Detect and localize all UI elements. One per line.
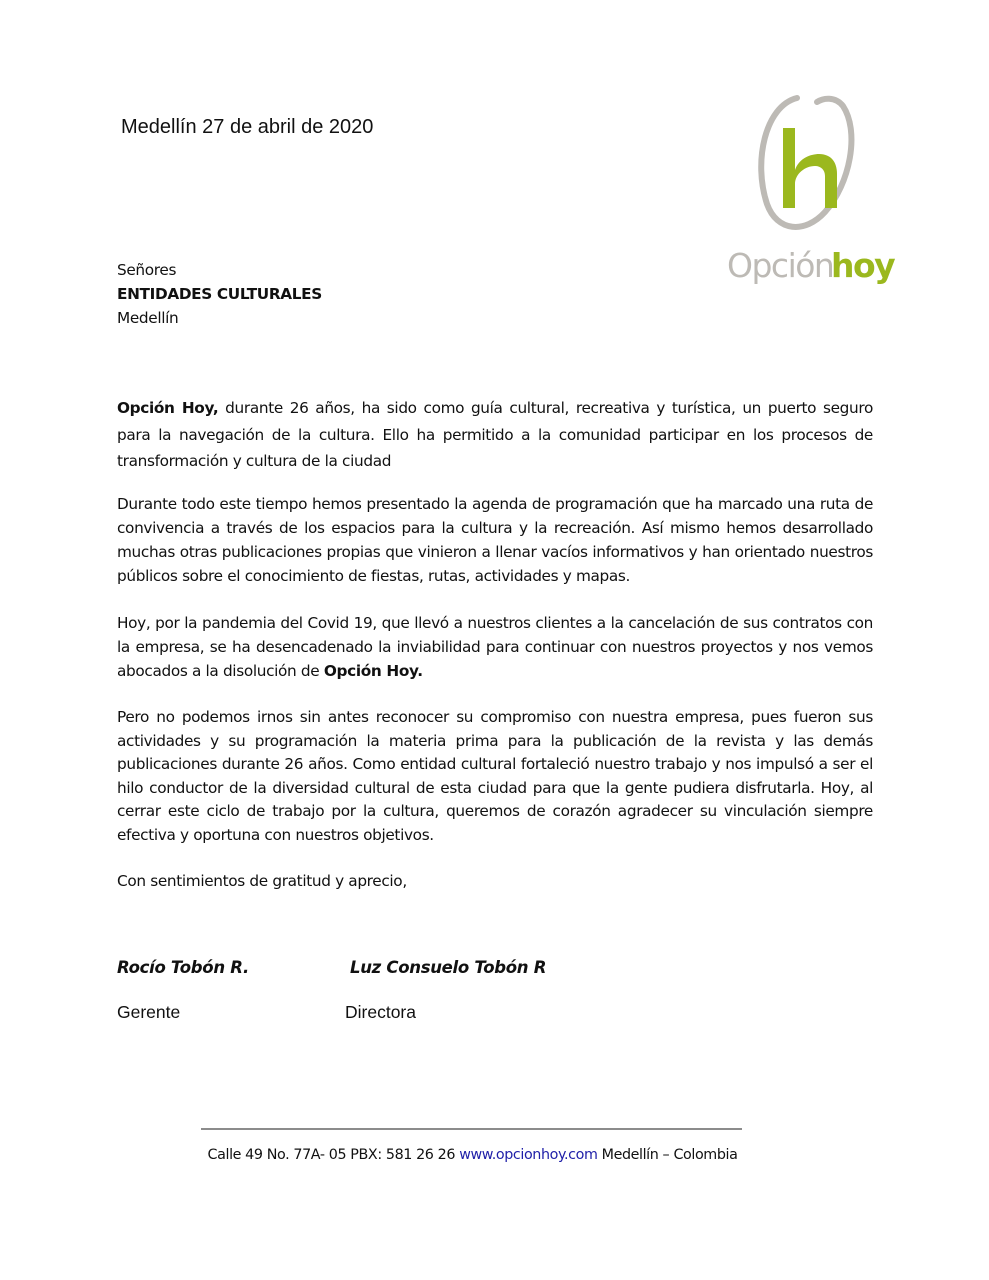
company-name-bold: Opción Hoy.: [323, 662, 423, 680]
opcionhoy-logo-icon: [725, 92, 895, 287]
opcionhoy-logo: [725, 92, 895, 287]
paragraph-3: [117, 611, 873, 683]
signature-name-2: Luz Consuelo Tobón R: [350, 958, 547, 977]
signature-name-1: Rocío Tobón R.: [117, 958, 249, 977]
signature-role-2: Directora: [345, 1002, 416, 1022]
footer-website-link[interactable]: www.opcionhoy.com: [459, 1147, 598, 1163]
paragraph-2: Durante todo este tiempo hemos presentado la agenda de programación que ha marcado una ruta de convivencia a través de los espacios para la cultura y la recreación. Así mismo hemos desarrollado muchas otras publicaciones propias que vinieron a llenar vacíos informativos y han orientado nuestros públicos sobre el conocimiento de fiestas, rutas, actividades y mapas.: [117, 495, 873, 585]
recipient-city: Medellín: [117, 309, 179, 327]
recipient-block: [117, 258, 322, 330]
signature-role-1: Gerente: [117, 1002, 181, 1022]
company-name-bold: Opción Hoy,: [117, 399, 219, 417]
logo-h: [783, 128, 837, 208]
logo-word-light: Opción: [727, 246, 834, 285]
footer-contact: [0, 1147, 945, 1163]
paragraph-1-text: durante 26 años, ha sido como guía cultural, recreativa y turística, un puerto seguro para la navegación de la cultura. Ello ha permitido a la comunidad participar en los procesos de transformación y cultura de la ciudad: [117, 399, 873, 470]
recipient-salutation: Señores: [117, 261, 177, 279]
letter-date: Medellín 27 de abril de 2020: [121, 116, 374, 138]
paragraph-3-text: Hoy, por la pandemia del Covid 19, que llevó a nuestros clientes a la cancelación de sus contratos con la empresa, se ha desencadenado la inviabilidad para continuar con nuestros proyectos y nos vemos abocados a la disolución de: [117, 614, 873, 680]
footer-city: Medellín – Colombia: [597, 1147, 738, 1163]
logo-word-bold: hoy: [831, 246, 895, 285]
paragraph-1: [117, 395, 873, 475]
footer-address: Calle 49 No. 77A- 05 PBX: 581 26 26: [207, 1147, 460, 1163]
recipient-organization: ENTIDADES CULTURALES: [117, 285, 322, 303]
closing-line: Con sentimientos de gratitud y aprecio,: [117, 872, 407, 890]
footer-divider: [201, 1128, 742, 1130]
paragraph-4: Pero no podemos irnos sin antes reconocer su compromiso con nuestra empresa, pues fueron sus actividades y su programación la materia prima para la publicación de la revista y las demás publicaciones durante 26 años. Como entidad cultural fortaleció nuestro trabajo y nos impulsó a ser el hilo conductor de la diversidad cultural de esta ciudad para que la gente pudiera disfrutarla. Hoy, al cerrar este ciclo de trabajo por la cultura, queremos de corazón agradecer su vinculación siempre efectiva y oportuna con nuestros objetivos.: [117, 708, 873, 844]
